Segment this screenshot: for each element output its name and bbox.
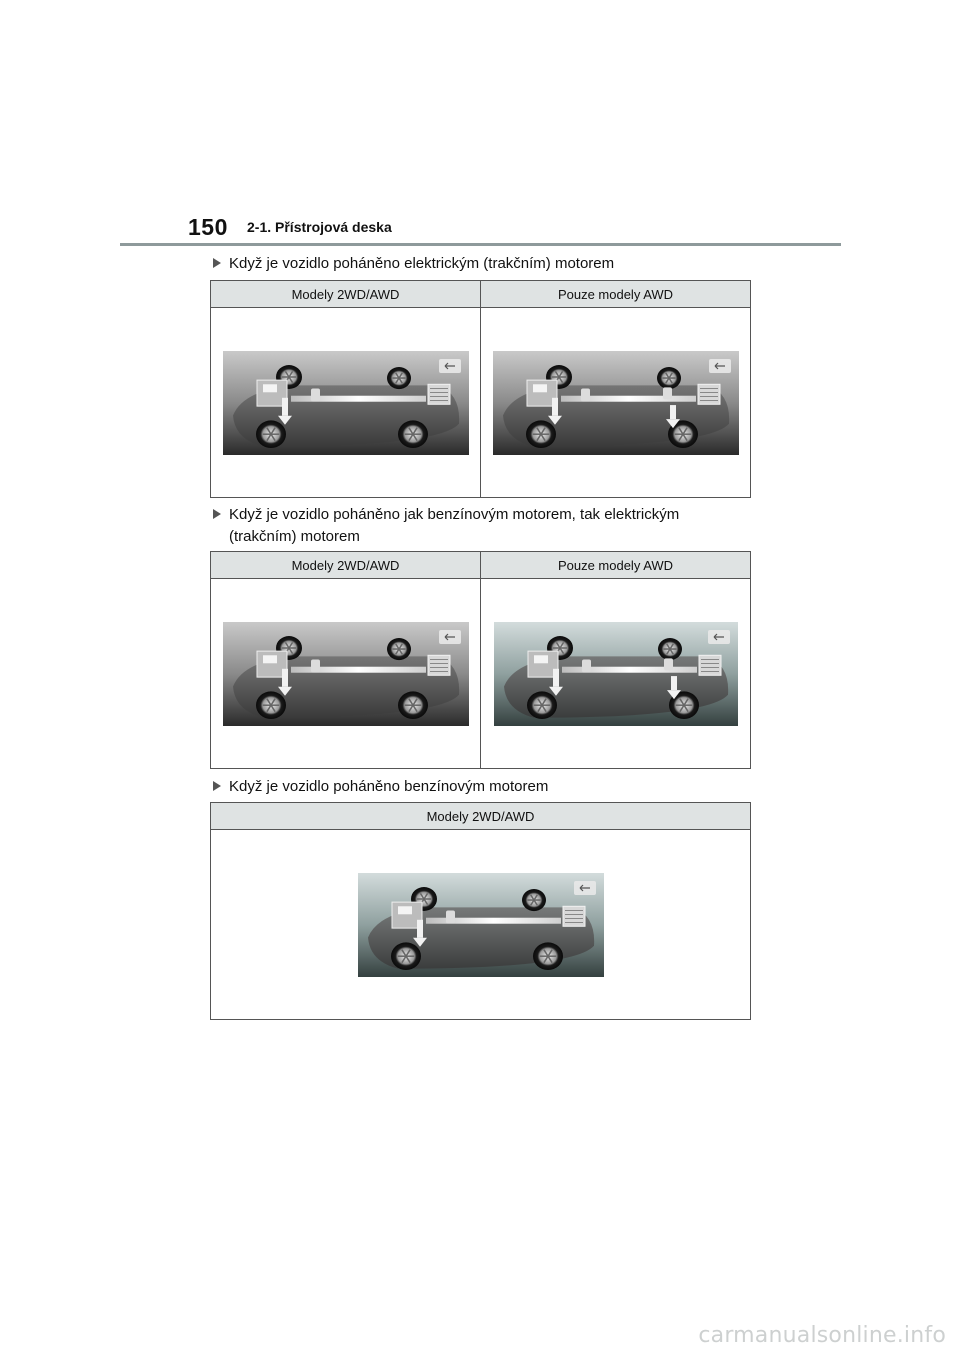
bullet-text: Když je vozidlo poháněno elektrickým (trakčním) motorem <box>229 255 615 272</box>
bullet-petrol-engine <box>213 776 743 798</box>
car-diagram-image <box>358 873 604 977</box>
column-header-awd-only: Pouze modely AWD <box>481 281 751 308</box>
figure-table-petrol <box>210 802 751 1020</box>
triangle-bullet-icon <box>213 509 221 519</box>
section-title: 2-1. Přístrojová deska <box>247 219 392 235</box>
car-diagram-image <box>494 622 738 726</box>
watermark: carmanualsonline.info <box>698 1323 946 1348</box>
header-divider <box>120 243 841 246</box>
column-header-awd-only: Pouze modely AWD <box>481 552 751 579</box>
bullet-hybrid <box>213 504 743 548</box>
bullet-text: Když je vozidlo poháněno jak benzínovým motorem, tak elektrickým (trakčním) motorem <box>229 506 680 545</box>
car-diagram-image <box>493 351 739 455</box>
figure-table-electric <box>210 280 751 498</box>
bullet-text: Když je vozidlo poháněno benzínovým motorem <box>229 778 549 795</box>
page-number: 150 <box>188 214 228 240</box>
bullet-electric-motor <box>213 253 743 275</box>
car-diagram-image <box>223 351 469 455</box>
car-diagram-image <box>223 622 469 726</box>
triangle-bullet-icon <box>213 781 221 791</box>
column-header-2wd-awd: Modely 2WD/AWD <box>211 281 481 308</box>
column-header-2wd-awd: Modely 2WD/AWD <box>211 803 751 830</box>
column-header-2wd-awd: Modely 2WD/AWD <box>211 552 481 579</box>
figure-table-hybrid <box>210 551 751 769</box>
triangle-bullet-icon <box>213 258 221 268</box>
